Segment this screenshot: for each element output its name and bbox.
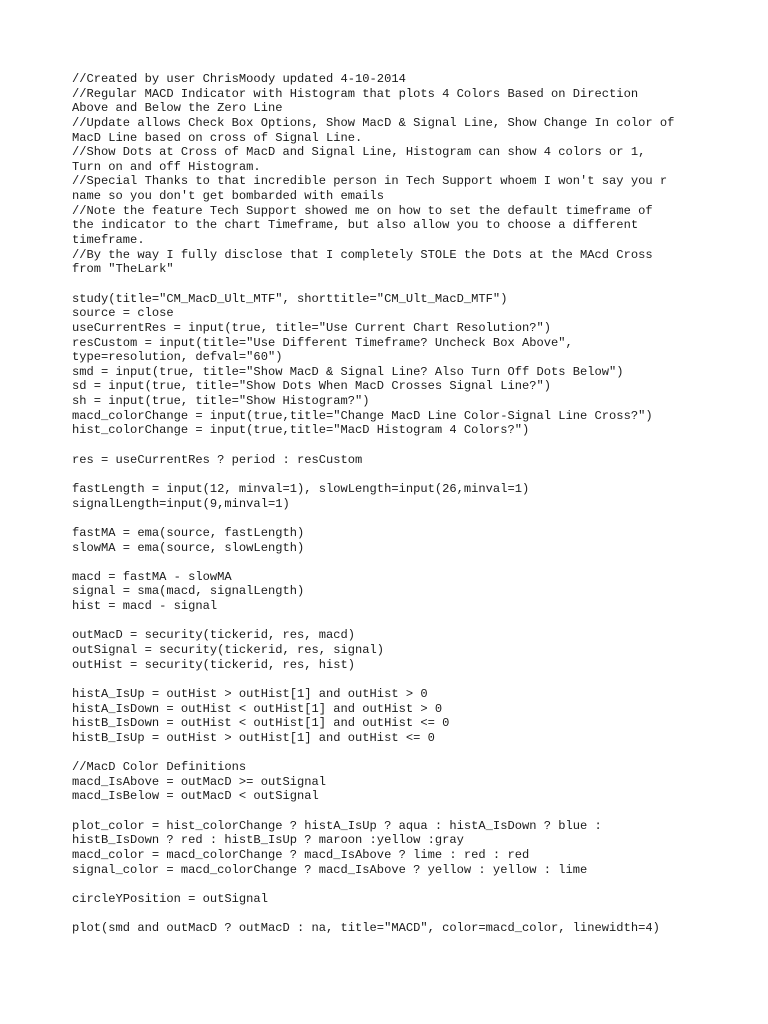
- comment-line: //Update allows Check Box Options, Show MacD & Signal Line, Show Change In color of: [72, 115, 675, 130]
- code-line: macd = fastMA - slowMA: [72, 569, 232, 584]
- code-line: source = close: [72, 306, 174, 321]
- blank-line: [72, 438, 712, 453]
- code-line: histB_IsDown = outHist < outHist[1] and outHist <= 0: [72, 716, 450, 731]
- code-line: outSignal = security(tickerid, res, signal): [72, 642, 385, 657]
- comment-line: //By the way I fully disclose that I completely STOLE the Dots at the MAcd Cross: [72, 247, 653, 262]
- code-line: macd_IsBelow = outMacD < outSignal: [72, 789, 319, 804]
- comment-line: //Special Thanks to that incredible person in Tech Support whoem I won't say you r: [72, 174, 668, 189]
- comment-line: //Created by user ChrisMoody updated 4-10-2014: [72, 72, 406, 86]
- comment-line: //Note the feature Tech Support showed me on how to set the default timeframe of: [72, 203, 653, 218]
- code-line: from "TheLark": [72, 262, 174, 277]
- code-document: [72, 72, 712, 936]
- code-line: histB_IsDown ? red : histB_IsUp ? maroon :yellow :gray: [72, 833, 464, 848]
- code-line: macd_IsAbove = outMacD >= outSignal: [72, 774, 327, 789]
- comment-line: //MacD Color Definitions: [72, 760, 247, 775]
- code-line: the indicator to the chart Timeframe, but also allow you to choose a different: [72, 218, 639, 233]
- code-line: circleYPosition = outSignal: [72, 891, 268, 906]
- code-line: histB_IsUp = outHist > outHist[1] and outHist <= 0: [72, 730, 435, 745]
- code-line: fastLength = input(12, minval=1), slowLength=input(26,minval=1): [72, 481, 530, 496]
- code-line: res = useCurrentRes ? period : resCustom: [72, 452, 363, 467]
- blank-line: [72, 804, 712, 819]
- blank-line: [72, 614, 712, 629]
- code-line: slowMA = ema(source, slowLength): [72, 540, 305, 555]
- code-line: MacD Line based on cross of Signal Line.: [72, 130, 363, 145]
- code-line: study(title="CM_MacD_Ult_MTF", shorttitle="CM_Ult_MacD_MTF"): [72, 291, 508, 306]
- code-line: histA_IsDown = outHist < outHist[1] and outHist > 0: [72, 701, 443, 716]
- blank-line: [72, 907, 712, 922]
- code-line: histA_IsUp = outHist > outHist[1] and outHist > 0: [72, 686, 428, 701]
- blank-line: [72, 555, 712, 570]
- code-line: outMacD = security(tickerid, res, macd): [72, 628, 356, 643]
- code-line: useCurrentRes = input(true, title="Use Current Chart Resolution?"): [72, 320, 551, 335]
- code-line: Turn on and off Histogram.: [72, 159, 261, 174]
- blank-line: [72, 511, 712, 526]
- code-line: sh = input(true, title="Show Histogram?"): [72, 394, 370, 409]
- code-line: signal = sma(macd, signalLength): [72, 584, 305, 599]
- code-line: smd = input(true, title="Show MacD & Signal Line? Also Turn Off Dots Below"): [72, 364, 624, 379]
- code-line: timeframe.: [72, 233, 145, 248]
- code-line: signal_color = macd_colorChange ? macd_IsAbove ? yellow : yellow : lime: [72, 862, 588, 877]
- code-line: macd_color = macd_colorChange ? macd_IsAbove ? lime : red : red: [72, 847, 530, 862]
- code-line: type=resolution, defval="60"): [72, 350, 283, 365]
- blank-line: [72, 745, 712, 760]
- code-line: plot(smd and outMacD ? outMacD : na, title="MACD", color=macd_color, linewidth=4): [72, 921, 660, 936]
- blank-line: [72, 277, 712, 292]
- code-line: macd_colorChange = input(true,title="Change MacD Line Color-Signal Line Cross?"): [72, 408, 653, 423]
- code-line: name so you don't get bombarded with emails: [72, 189, 385, 204]
- code-line: hist_colorChange = input(true,title="MacD Histogram 4 Colors?"): [72, 423, 530, 438]
- code-line: outHist = security(tickerid, res, hist): [72, 657, 356, 672]
- blank-line: [72, 672, 712, 687]
- code-line: resCustom = input(title="Use Different Timeframe? Uncheck Box Above",: [72, 335, 573, 350]
- code-line: sd = input(true, title="Show Dots When MacD Crosses Signal Line?"): [72, 379, 551, 394]
- blank-line: [72, 467, 712, 482]
- blank-line: [72, 877, 712, 892]
- code-line: fastMA = ema(source, fastLength): [72, 525, 305, 540]
- code-line: plot_color = hist_colorChange ? histA_IsUp ? aqua : histA_IsDown ? blue :: [72, 818, 602, 833]
- comment-line: //Regular MACD Indicator with Histogram that plots 4 Colors Based on Direction: [72, 86, 639, 101]
- code-line: Above and Below the Zero Line: [72, 101, 283, 116]
- code-line: hist = macd - signal: [72, 599, 218, 614]
- code-line: signalLength=input(9,minval=1): [72, 496, 290, 511]
- comment-line: //Show Dots at Cross of MacD and Signal Line, Histogram can show 4 colors or 1,: [72, 145, 646, 160]
